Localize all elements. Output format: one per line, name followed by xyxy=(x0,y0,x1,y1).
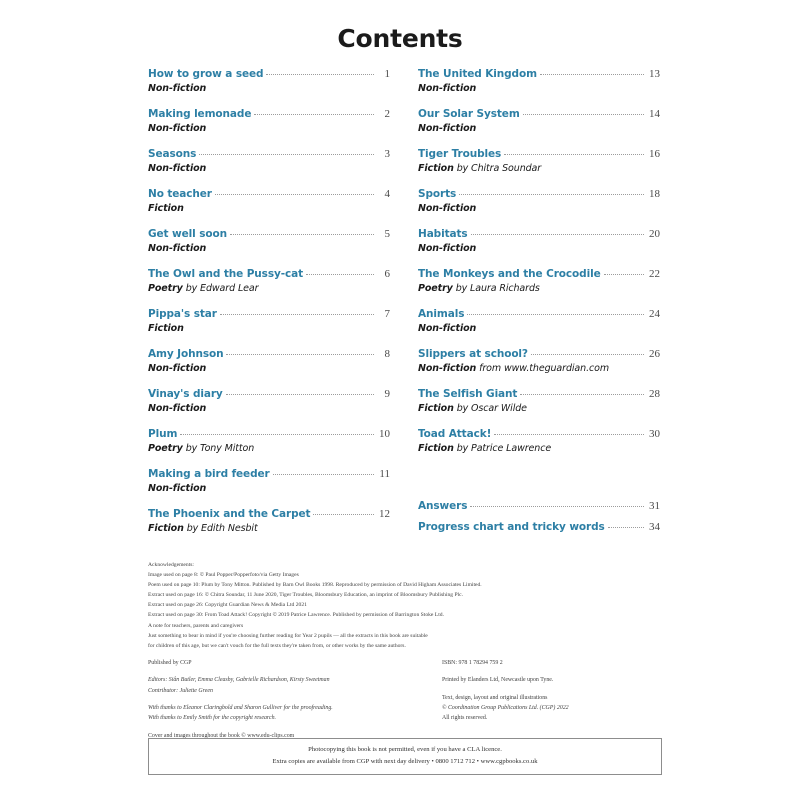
rights-line: All rights reserved. xyxy=(442,715,488,722)
dot-leader xyxy=(540,73,644,75)
toc-entry-title[interactable]: Sports xyxy=(418,188,457,200)
toc-column-right xyxy=(418,68,660,548)
dot-leader xyxy=(230,233,374,235)
toc-page-number: 34 xyxy=(649,521,660,533)
toc-page-number: 30 xyxy=(649,428,660,440)
toc-page-number: 13 xyxy=(649,68,660,80)
toc-entry-title[interactable]: The Owl and the Pussy-cat xyxy=(148,268,304,280)
toc-entry-line xyxy=(418,188,660,200)
toc-entry[interactable] xyxy=(148,428,390,468)
toc-entry-title[interactable]: The United Kingdom xyxy=(418,68,537,80)
toc-entry-subtitle xyxy=(148,283,390,294)
toc-entry[interactable] xyxy=(148,508,390,548)
toc-entry[interactable] xyxy=(418,521,660,542)
toc-entry-line xyxy=(148,108,390,120)
toc-entry-line xyxy=(418,68,660,80)
toc-entry-line xyxy=(148,508,390,520)
toc-page-number: 20 xyxy=(649,228,660,240)
toc-entry-title[interactable]: Plum xyxy=(148,428,178,440)
dot-leader xyxy=(220,313,374,315)
toc-entry-genre: Fiction xyxy=(148,323,184,334)
toc-entry-author: by Edith Nesbit xyxy=(186,523,258,534)
toc-entry-title[interactable]: Tiger Troubles xyxy=(418,148,502,160)
toc-entry-subtitle xyxy=(148,83,390,94)
toc-entry-genre: Non-fiction xyxy=(148,163,207,174)
toc-entry-title[interactable]: The Phoenix and the Carpet xyxy=(148,508,311,520)
dot-leader xyxy=(467,313,644,315)
rights-block xyxy=(442,693,660,724)
rights-line: © Coordination Group Publications Ltd. (CGP) 2022 xyxy=(442,704,569,711)
toc-entry-genre: Non-fiction xyxy=(418,83,477,94)
toc-entry[interactable] xyxy=(418,148,660,188)
toc-entry-subtitle xyxy=(148,443,390,454)
table-of-contents xyxy=(148,68,660,548)
teacher-note-block xyxy=(148,622,660,652)
page-title: Contents xyxy=(337,24,463,53)
toc-entry-line xyxy=(148,348,390,360)
dot-leader xyxy=(313,513,374,515)
credits-editors xyxy=(148,675,424,696)
toc-page-number: 31 xyxy=(649,500,660,512)
toc-entry-line xyxy=(418,500,660,512)
toc-entry-subtitle xyxy=(418,283,660,294)
toc-entry-line xyxy=(418,308,660,320)
toc-entry-title[interactable]: Get well soon xyxy=(148,228,227,240)
toc-entry-subtitle xyxy=(148,363,390,374)
toc-entry-line xyxy=(418,388,660,400)
toc-entry-title[interactable]: Slippers at school? xyxy=(418,348,528,360)
toc-entry[interactable] xyxy=(148,468,390,508)
toc-entry-line xyxy=(148,228,390,240)
toc-entry-author: by Edward Lear xyxy=(185,283,259,294)
toc-entry-subtitle xyxy=(148,163,390,174)
acknowledgements-line: Poem used on page 10: Plum by Tony Mitton. Published by Barn Owl Books 1998. Reproduced by permission of David Higham Associates Limited. xyxy=(148,581,482,588)
toc-entry-genre: Non-fiction xyxy=(148,403,207,414)
toc-page-number: 3 xyxy=(384,148,390,160)
toc-entry-genre: Fiction xyxy=(418,443,454,454)
toc-entry[interactable] xyxy=(418,500,660,521)
dot-leader xyxy=(215,193,374,195)
toc-entry-genre: Non-fiction xyxy=(418,243,477,254)
toc-entry[interactable] xyxy=(418,268,660,308)
dot-leader xyxy=(199,153,374,155)
toc-entry-genre: Non-fiction xyxy=(418,323,477,334)
dot-leader xyxy=(523,113,644,115)
toc-entry-subtitle xyxy=(148,523,390,534)
toc-entry-genre: Non-fiction xyxy=(148,363,207,374)
toc-entry[interactable] xyxy=(418,108,660,148)
photocopying-notice xyxy=(148,738,662,775)
toc-entry-subtitle xyxy=(148,483,390,494)
dot-leader xyxy=(459,193,644,195)
publisher-block xyxy=(148,658,660,741)
toc-entry-title[interactable]: Pippa's star xyxy=(148,308,217,320)
teacher-note-line: Just something to bear in mind if you're choosing further reading for Year 2 pupils — all the extracts in this book are suitable xyxy=(148,632,428,639)
toc-entry-genre: Non-fiction xyxy=(148,483,207,494)
toc-page-number: 28 xyxy=(649,388,660,400)
toc-entry-author: by Patrice Lawrence xyxy=(456,443,552,454)
toc-entry-title[interactable]: No teacher xyxy=(148,188,212,200)
printed-by-line: Printed by Elanders Ltd, Newcastle upon Tyne. xyxy=(442,677,554,684)
acknowledgements-heading: Acknowledgements: xyxy=(148,562,194,568)
toc-entry[interactable] xyxy=(148,228,390,268)
toc-entry-genre: Poetry xyxy=(148,283,183,294)
toc-entry[interactable] xyxy=(418,68,660,108)
toc-entry-genre: Non-fiction xyxy=(418,203,477,214)
editors-line: Editors: Siân Butler, Emma Cleasby, Gabrielle Richardson, Kirsty Sweetman xyxy=(148,677,330,684)
toc-entry-genre: Fiction xyxy=(418,163,454,174)
thanks-copyright: With thanks to Emily Smith for the copyright research. xyxy=(148,715,276,722)
toc-entry-genre: Non-fiction xyxy=(148,123,207,134)
toc-entry-title[interactable]: Making a bird feeder xyxy=(148,468,270,480)
toc-column-left xyxy=(148,68,390,548)
cover-credit: Cover and images throughout the book © www.edu-clips.com xyxy=(148,732,295,739)
dot-leader xyxy=(470,505,644,507)
toc-entry[interactable] xyxy=(148,268,390,308)
rights-line: Text, design, layout and original illustrations xyxy=(442,694,548,701)
toc-page-number: 24 xyxy=(649,308,660,320)
dot-leader xyxy=(226,393,374,395)
toc-entry-genre: Non-fiction xyxy=(418,123,477,134)
toc-entry[interactable] xyxy=(148,348,390,388)
toc-entry[interactable] xyxy=(418,188,660,228)
toc-page-number: 4 xyxy=(384,188,390,200)
toc-entry-title[interactable]: Making lemonade xyxy=(148,108,252,120)
toc-entry[interactable] xyxy=(418,428,660,468)
toc-entry-subtitle xyxy=(148,203,390,214)
toc-page-number: 5 xyxy=(384,228,390,240)
toc-page-number: 14 xyxy=(649,108,660,120)
toc-entry-line xyxy=(148,148,390,160)
toc-entry-author: by Laura Richards xyxy=(455,283,540,294)
toc-entry-subtitle xyxy=(148,123,390,134)
dot-leader xyxy=(306,273,374,275)
toc-entry-author: by Tony Mitton xyxy=(185,443,255,454)
toc-entry-title[interactable]: Progress chart and tricky words xyxy=(418,521,605,533)
dot-leader xyxy=(226,353,374,355)
toc-entry[interactable] xyxy=(148,68,390,108)
toc-page-number: 7 xyxy=(384,308,390,320)
toc-entry[interactable] xyxy=(418,308,660,348)
toc-entry-line xyxy=(418,228,660,240)
toc-entry-title[interactable]: How to grow a seed xyxy=(148,68,264,80)
toc-entry-genre: Poetry xyxy=(418,283,453,294)
toc-entry-line xyxy=(418,268,660,280)
toc-entry-subtitle xyxy=(418,323,660,334)
toc-entry[interactable] xyxy=(148,148,390,188)
toc-entry-title[interactable]: Animals xyxy=(418,308,465,320)
toc-entry-line xyxy=(148,388,390,400)
toc-entry[interactable] xyxy=(148,308,390,348)
toc-entry-subtitle xyxy=(418,363,660,374)
toc-entry-line xyxy=(418,428,660,440)
acknowledgements-line: Extract used on page 30: From Toad Attack! Copyright © 2019 Patrice Lawrence. Published by permission of Barrington Stoke Ltd. xyxy=(148,611,444,618)
toc-entry[interactable] xyxy=(148,108,390,148)
toc-entry-line xyxy=(418,521,660,533)
toc-page-number: 10 xyxy=(379,428,390,440)
toc-entry-line xyxy=(418,148,660,160)
acknowledgements-line: Extract used on page 26: Copyright Guardian News & Media Ltd 2021 xyxy=(148,601,307,608)
toc-entry[interactable] xyxy=(148,188,390,228)
dot-leader xyxy=(504,153,644,155)
acknowledgements-line: Image used on page 8: © Paul Popper/Popperfoto/via Getty Images xyxy=(148,571,299,578)
toc-entry-line xyxy=(148,308,390,320)
toc-entry-subtitle xyxy=(418,123,660,134)
dot-leader xyxy=(494,433,644,435)
publisher-right-column xyxy=(442,658,660,741)
toc-entry-subtitle xyxy=(148,403,390,414)
toc-page-number: 8 xyxy=(384,348,390,360)
thanks-proofreading: With thanks to Eleanor Claringbold and Sharon Gulliver for the proofreading. xyxy=(148,704,333,711)
toc-entry-line xyxy=(148,68,390,80)
toc-entry-genre: Fiction xyxy=(418,403,454,414)
toc-entry[interactable] xyxy=(418,228,660,268)
dot-leader xyxy=(608,526,644,528)
toc-entry-author: from www.theguardian.com xyxy=(479,363,609,374)
teacher-note-heading: A note for teachers, parents and caregivers xyxy=(148,623,244,629)
toc-entry-line xyxy=(148,268,390,280)
toc-entry[interactable] xyxy=(148,388,390,428)
toc-entry-genre: Non-fiction xyxy=(418,363,477,374)
toc-entry[interactable] xyxy=(418,388,660,428)
toc-entry-subtitle xyxy=(148,323,390,334)
toc-entry-title[interactable]: Answers xyxy=(418,500,468,512)
publisher-left-column xyxy=(148,658,424,741)
toc-entry-title[interactable]: Our Solar System xyxy=(418,108,520,120)
credits-thanks xyxy=(148,703,424,724)
dot-leader xyxy=(273,473,374,475)
toc-entry[interactable] xyxy=(418,348,660,388)
toc-entry-genre: Fiction xyxy=(148,523,184,534)
toc-entry-subtitle xyxy=(418,203,660,214)
dot-leader xyxy=(266,73,374,75)
toc-entry-genre: Poetry xyxy=(148,443,183,454)
dot-leader xyxy=(531,353,644,355)
dot-leader xyxy=(180,433,374,435)
toc-entry-genre: Fiction xyxy=(148,203,184,214)
toc-page-number: 1 xyxy=(384,68,390,80)
acknowledgements-block xyxy=(148,561,660,621)
toc-entry-title[interactable]: Amy Johnson xyxy=(148,348,224,360)
toc-entry-subtitle xyxy=(418,83,660,94)
toc-entry-title[interactable]: The Monkeys and the Crocodile xyxy=(418,268,601,280)
toc-entry-title[interactable]: Habitats xyxy=(418,228,468,240)
toc-page-number: 9 xyxy=(384,388,390,400)
toc-page-number: 2 xyxy=(384,108,390,120)
toc-entry-author: by Oscar Wilde xyxy=(456,403,527,414)
teacher-note-line: for children of this age, but we can't vouch for the full texts they're taken from, or other works by the same authors. xyxy=(148,642,406,649)
notice-line-2: Extra copies are available from CGP with next day delivery • 0800 1712 712 • www.cgpbooks.co.uk xyxy=(272,758,538,766)
toc-page-number: 18 xyxy=(649,188,660,200)
toc-entry-line xyxy=(418,348,660,360)
toc-entry-genre: Non-fiction xyxy=(148,243,207,254)
toc-entry-title[interactable]: Vinay's diary xyxy=(148,388,223,400)
dot-leader xyxy=(471,233,644,235)
dot-leader xyxy=(520,393,644,395)
toc-entry-title[interactable]: Toad Attack! xyxy=(418,428,492,440)
acknowledgements-line: Extract used on page 16: © Chitra Soundar, 11 June 2020, Tiger Troubles, Bloomsbury Education, an imprint of Bloomsbury Publishing Plc. xyxy=(148,591,464,598)
toc-entry-subtitle xyxy=(418,443,660,454)
dot-leader xyxy=(254,113,374,115)
toc-entry-genre: Non-fiction xyxy=(148,83,207,94)
toc-entry-author: by Chitra Soundar xyxy=(456,163,542,174)
toc-entry-subtitle xyxy=(418,163,660,174)
toc-entry-line xyxy=(148,188,390,200)
toc-page-number: 22 xyxy=(649,268,660,280)
toc-entry-title[interactable]: The Selfish Giant xyxy=(418,388,518,400)
dot-leader xyxy=(604,273,644,275)
toc-entry-line xyxy=(148,468,390,480)
toc-page-number: 16 xyxy=(649,148,660,160)
notice-line-1: Photocopying this book is not permitted, even if you have a CLA licence. xyxy=(308,746,502,753)
toc-page-number: 6 xyxy=(384,268,390,280)
toc-entry-subtitle xyxy=(418,403,660,414)
toc-entry-line xyxy=(148,428,390,440)
toc-entry-subtitle xyxy=(148,243,390,254)
toc-page-number: 12 xyxy=(379,508,390,520)
published-by: Published by CGP xyxy=(148,660,192,666)
toc-page-number: 26 xyxy=(649,348,660,360)
toc-entry-line xyxy=(418,108,660,120)
toc-page-number: 11 xyxy=(379,468,390,480)
isbn-line: ISBN: 978 1 78294 759 2 xyxy=(442,660,503,666)
toc-entry-subtitle xyxy=(418,243,660,254)
contributor-line: Contributor: Juliette Green xyxy=(148,687,213,694)
toc-entry-title[interactable]: Seasons xyxy=(148,148,197,160)
